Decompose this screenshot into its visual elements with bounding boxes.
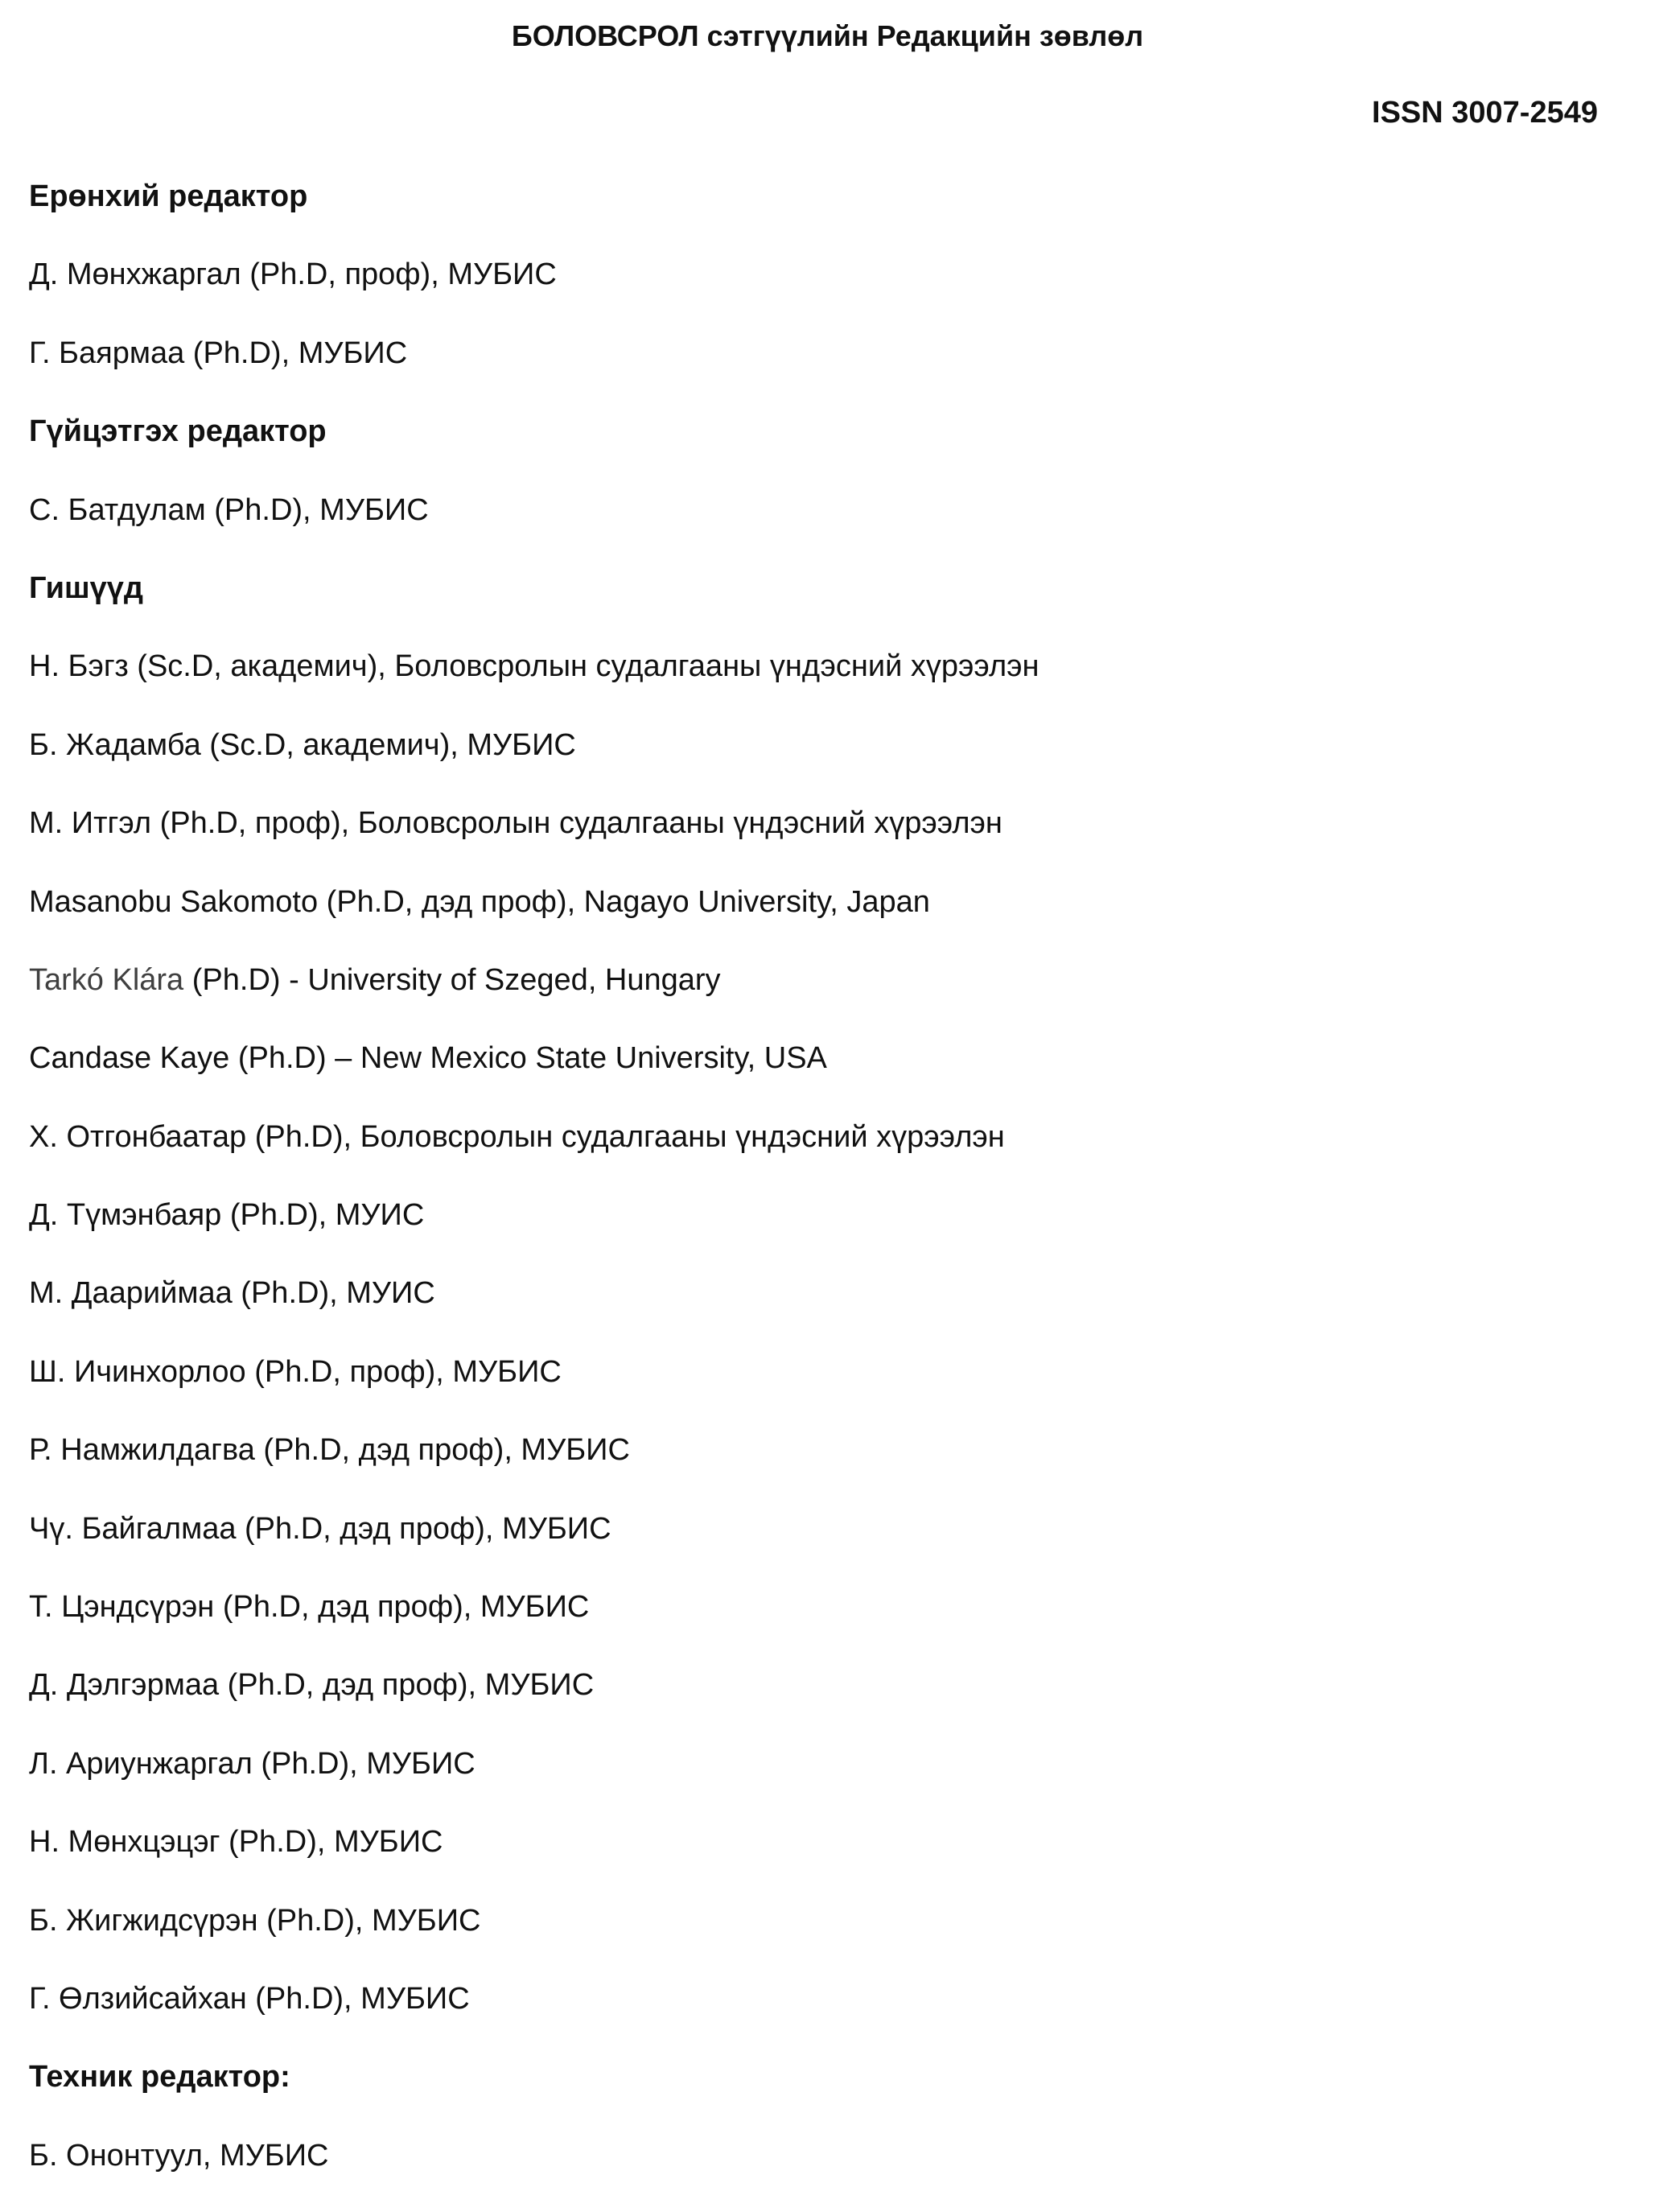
issn-number: ISSN 3007-2549 bbox=[1372, 96, 1598, 130]
section-heading-members: Гишүүд bbox=[29, 571, 144, 605]
member-entry: Т. Цэндсүрэн (Ph.D, дэд проф), МУБИС bbox=[29, 1590, 590, 1625]
member-entry: Д. Мөнхжаргал (Ph.D, проф), МУБИС bbox=[29, 257, 557, 292]
section-heading-executive-editor: Гүйцэтгэх редактор bbox=[29, 414, 327, 449]
member-entry: Masanobu Sakomoto (Ph.D, дэд проф), Nagayo University, Japan bbox=[29, 884, 930, 919]
member-entry: Х. Отгонбаатар (Ph.D), Боловсролын судалгааны үндэсний хүрээлэн bbox=[29, 1119, 1005, 1154]
member-entry: М. Итгэл (Ph.D, проф), Боловсролын судалгааны үндэсний хүрээлэн bbox=[29, 806, 1002, 841]
section-heading-technical-editor: Техник редактор: bbox=[29, 2060, 290, 2095]
member-entry: Ш. Ичинхорлоо (Ph.D, проф), МУБИС bbox=[29, 1354, 562, 1389]
member-affiliation-tarko: (Ph.D) - University of Szeged, Hungary bbox=[183, 962, 721, 997]
member-entry: М. Даариймаа (Ph.D), МУИС bbox=[29, 1276, 435, 1311]
member-entry: Г. Баярмаа (Ph.D), МУБИС bbox=[29, 336, 408, 370]
member-entry: Д. Дэлгэрмаа (Ph.D, дэд проф), МУБИС bbox=[29, 1668, 595, 1703]
member-entry: Н. Мөнхцэцэг (Ph.D), МУБИС bbox=[29, 1825, 443, 1860]
member-entry: Candase Kaye (Ph.D) – New Mexico State University, USA bbox=[29, 1041, 827, 1076]
member-name-tarko: Tarkó Klára bbox=[29, 962, 184, 997]
member-entry: Чү. Байгалмаа (Ph.D, дэд проф), МУБИС bbox=[29, 1511, 611, 1546]
member-entry: Б. Жигжидсүрэн (Ph.D), МУБИС bbox=[29, 1903, 481, 1938]
document-title: БОЛОВСРОЛ сэтгүүлийн Редакцийн зөвлөл bbox=[511, 19, 1144, 52]
member-entry: Н. Бэгз (Sc.D, академич), Боловсролын судалгааны үндэсний хүрээлэн bbox=[29, 649, 1040, 684]
member-entry: Д. Түмэнбаяр (Ph.D), МУИС bbox=[29, 1198, 425, 1233]
member-entry: Л. Ариунжаргал (Ph.D), МУБИС bbox=[29, 1746, 476, 1781]
member-entry: Б. Ононтуул, МУБИС bbox=[29, 2138, 329, 2173]
editorial-board-list bbox=[29, 175, 1622, 2212]
member-entry: Г. Өлзийсайхан (Ph.D), МУБИС bbox=[29, 1981, 470, 2016]
member-entry: С. Батдулам (Ph.D), МУБИС bbox=[29, 492, 429, 527]
member-entry: Б. Жадамба (Sc.D, академич), МУБИС bbox=[29, 727, 576, 762]
member-entry: Р. Намжилдагва (Ph.D, дэд проф), МУБИС bbox=[29, 1433, 630, 1468]
member-entry bbox=[29, 958, 1622, 1036]
section-heading-editor-in-chief: Ерөнхий редактор bbox=[29, 179, 308, 213]
